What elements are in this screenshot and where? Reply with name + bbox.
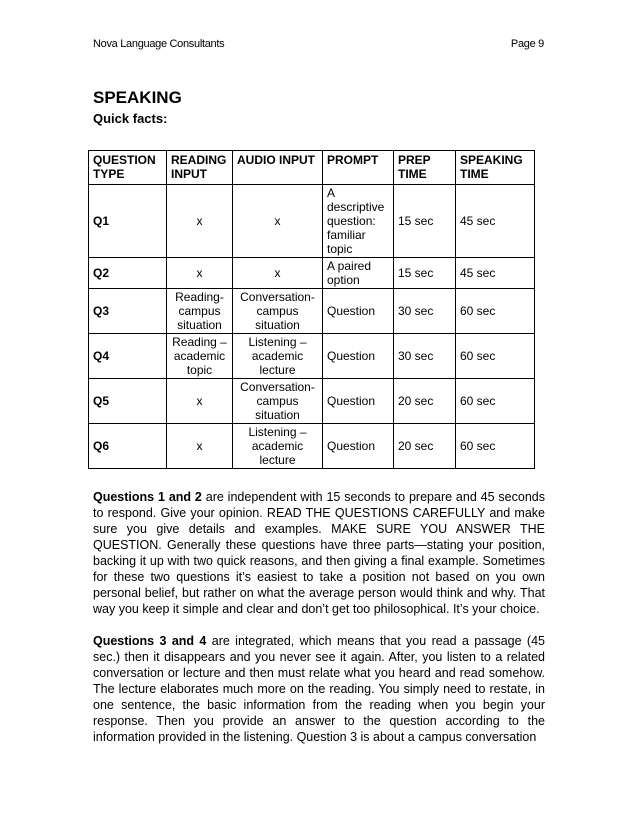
paragraph-questions-3-4: [93, 633, 545, 745]
paragraph-body: are integrated, which means that you read a passage (45 sec.) then it disappears and you never see it again. After, you listen to a related conversation or lecture and then must relate what you heard and read somehow. The lecture elaborates much more on the reading. You simply need to restate, in one sentence, the basic information from the reading when you begin your response. Then you provide an answer to the question according to the information provided in the listening. Question 3 is about a campus conversation: [93, 634, 545, 744]
table-row: [89, 289, 535, 334]
company-name: Nova Language Consultants: [93, 38, 225, 50]
speaking-cell: 45 sec: [456, 258, 535, 289]
reading-cell: Reading – academic topic: [167, 334, 233, 379]
prompt-cell: Question: [323, 424, 394, 469]
table-row: [89, 258, 535, 289]
section-title: SPEAKING: [93, 88, 182, 107]
audio-cell: Listening – academic lecture: [233, 424, 323, 469]
speaking-cell: 60 sec: [456, 424, 535, 469]
table-row: [89, 334, 535, 379]
prep-cell: 20 sec: [394, 379, 456, 424]
reading-cell: x: [167, 258, 233, 289]
speaking-cell: 60 sec: [456, 289, 535, 334]
speaking-cell: 45 sec: [456, 185, 535, 258]
speaking-cell: 60 sec: [456, 334, 535, 379]
header-question-type: QUESTION TYPE: [89, 151, 167, 185]
reading-cell: x: [167, 424, 233, 469]
section-subtitle: Quick facts:: [93, 111, 168, 126]
quick-facts-table: [88, 150, 535, 469]
prompt-cell: A descriptive question: familiar topic: [323, 185, 394, 258]
question-cell: Q6: [89, 424, 167, 469]
header-prep-time: PREP TIME: [394, 151, 456, 185]
table-header-row: [89, 151, 535, 185]
table-row: [89, 424, 535, 469]
page-number: Page 9: [510, 38, 544, 50]
prep-cell: 30 sec: [394, 334, 456, 379]
reading-cell: Reading-campus situation: [167, 289, 233, 334]
prompt-cell: Question: [323, 334, 394, 379]
question-cell: Q2: [89, 258, 167, 289]
table-row: [89, 185, 535, 258]
prompt-cell: Question: [323, 289, 394, 334]
audio-cell: x: [233, 185, 323, 258]
reading-cell: x: [167, 379, 233, 424]
prompt-cell: Question: [323, 379, 394, 424]
header-prompt: PROMPT: [323, 151, 394, 185]
audio-cell: Conversation-campus situation: [233, 289, 323, 334]
prep-cell: 15 sec: [394, 258, 456, 289]
paragraph-questions-1-2: [93, 489, 545, 617]
prep-cell: 30 sec: [394, 289, 456, 334]
question-cell: Q1: [89, 185, 167, 258]
prep-cell: 15 sec: [394, 185, 456, 258]
question-cell: Q5: [89, 379, 167, 424]
paragraph-lead: Questions 3 and 4: [93, 634, 207, 648]
header-audio-input: AUDIO INPUT: [233, 151, 323, 185]
table-row: [89, 379, 535, 424]
prompt-cell: A paired option: [323, 258, 394, 289]
speaking-cell: 60 sec: [456, 379, 535, 424]
question-cell: Q3: [89, 289, 167, 334]
prep-cell: 20 sec: [394, 424, 456, 469]
question-cell: Q4: [89, 334, 167, 379]
audio-cell: Conversation-campus situation: [233, 379, 323, 424]
header-reading-input: READING INPUT: [167, 151, 233, 185]
header-speaking-time: SPEAKING TIME: [456, 151, 535, 185]
audio-cell: Listening – academic lecture: [233, 334, 323, 379]
paragraph-lead: Questions 1 and 2: [93, 490, 202, 504]
paragraph-body: are independent with 15 seconds to prepare and 45 seconds to respond. Give your opinion. READ THE QUESTIONS CAREFULLY and make sure you give details and examples. MAKE SURE YOU ANSWER THE QUESTION. Generally these questions have three parts—stating your position, backing it up with two quick reasons, and then giving a final example. Sometimes for these two questions it’s easiest to take a position not based on you own personal belief, but rather on what the average person would think and why. That way you keep it simple and clear and don’t get too philosophical. It’s your choice.: [93, 490, 545, 616]
reading-cell: x: [167, 185, 233, 258]
audio-cell: x: [233, 258, 323, 289]
page-header: [93, 38, 544, 50]
